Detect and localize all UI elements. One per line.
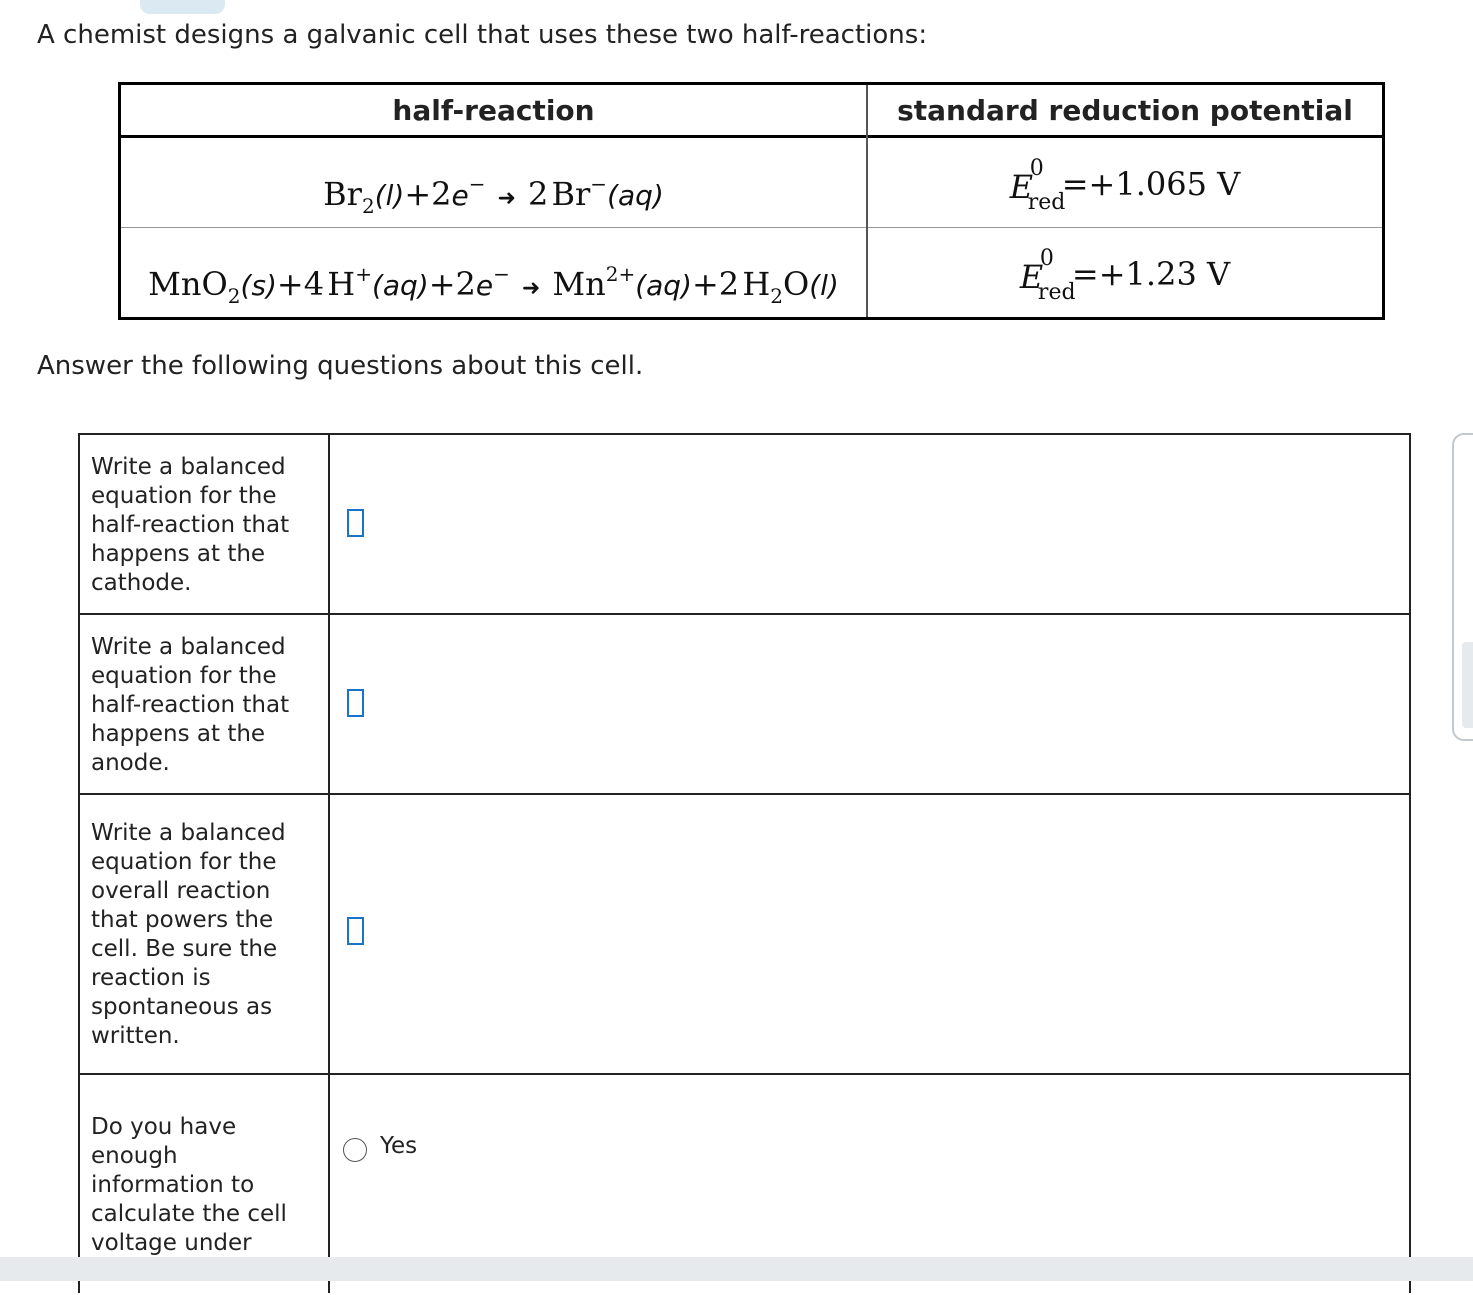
table-row [121,138,1382,228]
intro-text: A chemist designs a galvanic cell that uses these two half-reactions: [37,20,928,50]
half-reaction-equation-manganese: MnO$_2$(s)+4 H+(aq)+2e−➜ $Mn^{2+}(aq)+2$ $H_2O(l)$ [148,262,839,308]
overall-answer-input[interactable] [347,917,364,945]
yes-radio-button[interactable] [343,1138,367,1162]
side-panel-tab[interactable] [1462,642,1473,728]
top-tab [140,0,225,14]
question-enough-info-text: Do you have enough information to calculate the cell voltage under [91,1114,287,1256]
anode-answer-input[interactable] [347,689,364,717]
questions-table [78,433,1411,1293]
question-row-anode [80,615,1409,795]
question-row-overall [80,795,1409,1075]
question-row-cathode [80,435,1409,615]
half-reaction-equation-bromine: $Br_2(l)+2e^-➜$ 2 Br−(aq) [323,172,664,218]
answer-intro-text: Answer the following questions about this cell. [37,351,644,381]
header-standard-reduction-potential: standard reduction potential [897,94,1353,127]
yes-radio-label[interactable]: Yes [380,1133,418,1159]
standard-potential-bromine: E 0 red =+1.065 V [1009,155,1241,215]
column-divider [328,435,330,1293]
question-overall-text: Write a balanced equation for the overall reaction that powers the cell. Be sure the reaction is spontaneous as written. [91,820,286,1049]
question-cathode-text: Write a balanced equation for the half-reaction that happens at the cathode. [91,454,290,596]
question-anode-text: Write a balanced equation for the half-reaction that happens at the anode. [91,634,290,776]
bottom-bar [0,1257,1473,1281]
standard-potential-manganese: E 0 red =+1.23 V [1019,245,1231,305]
header-half-reaction: half-reaction [392,94,595,127]
column-divider [866,85,868,317]
table-row [121,228,1382,317]
cathode-answer-input[interactable] [347,509,364,537]
half-reaction-table [118,82,1385,320]
table-header [121,85,1382,138]
